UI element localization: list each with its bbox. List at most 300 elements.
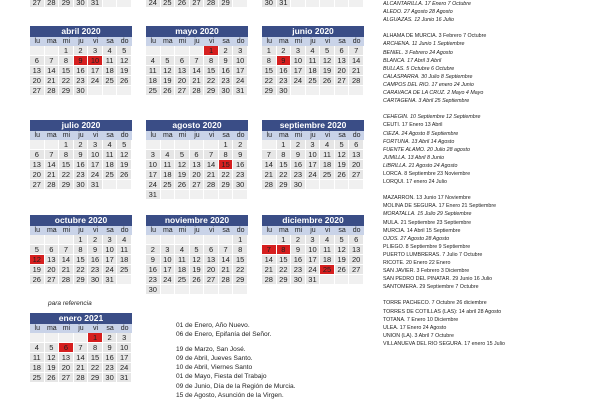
empty-cell xyxy=(146,140,161,150)
empty-cell xyxy=(204,235,219,245)
week-row xyxy=(30,0,132,8)
day-cell: 5 xyxy=(335,140,350,150)
empty-cell xyxy=(335,275,350,285)
weekday-label: mi xyxy=(291,37,306,46)
day-cell: 27 xyxy=(30,180,45,190)
day-cell: 6 xyxy=(349,140,364,150)
weekday-header xyxy=(262,226,364,235)
day-cell: 31 xyxy=(103,275,118,285)
weekday-label: vi xyxy=(320,37,335,46)
weekday-label: ma xyxy=(45,131,60,140)
week-row xyxy=(146,180,248,190)
day-cell: 15 xyxy=(277,255,292,265)
weekday-label: ma xyxy=(277,37,292,46)
week-row xyxy=(30,86,132,96)
month-calendar xyxy=(146,26,248,96)
month-title: mayo 2020 xyxy=(146,26,248,37)
week-row xyxy=(262,66,364,76)
day-cell: 11 xyxy=(30,353,45,363)
day-cell: 5 xyxy=(30,245,45,255)
day-cell: 6 xyxy=(190,150,205,160)
day-cell: 5 xyxy=(45,343,60,353)
weekday-label: sa xyxy=(103,226,118,235)
local-holiday-item: SAN PEDRO DEL PINATAR. 29 Junio 16 Julio xyxy=(383,276,493,283)
day-cell: 25 xyxy=(103,170,118,180)
day-cell: 20 xyxy=(30,170,45,180)
day-cell: 8 xyxy=(204,56,219,66)
day-cell: 30 xyxy=(291,275,306,285)
day-cell: 27 xyxy=(349,170,364,180)
day-cell: 18 xyxy=(175,265,190,275)
day-cell: 14 xyxy=(190,66,205,76)
day-cell: 6 xyxy=(175,56,190,66)
day-cell: 19 xyxy=(190,265,205,275)
day-cell: 16 xyxy=(233,160,248,170)
empty-cell xyxy=(306,86,321,96)
empty-cell xyxy=(30,235,45,245)
week-row xyxy=(146,66,248,76)
weekday-label: sa xyxy=(335,131,350,140)
day-cell: 24 xyxy=(291,76,306,86)
day-cell: 15 xyxy=(74,255,89,265)
day-cell: 9 xyxy=(291,150,306,160)
week-row xyxy=(262,46,364,56)
day-cell: 11 xyxy=(320,150,335,160)
day-cell: 19 xyxy=(117,160,132,170)
day-cell: 3 xyxy=(146,150,161,160)
day-cell: 21 xyxy=(74,363,89,373)
day-cell: 14 xyxy=(45,66,60,76)
day-cell: 13 xyxy=(204,255,219,265)
day-cell: 14 xyxy=(349,56,364,66)
month-calendar xyxy=(30,215,132,285)
day-cell: 18 xyxy=(161,170,176,180)
day-cell: 7 xyxy=(262,245,277,255)
week-row xyxy=(146,56,248,66)
local-holiday-item: ULEA. 17 Enero 24 Agosto xyxy=(383,324,447,331)
day-cell: 20 xyxy=(190,170,205,180)
week-row xyxy=(146,285,248,295)
local-holiday-item: CEHEGIN. 10 Septiembre 12 Septiembre xyxy=(383,114,481,121)
day-cell: 4 xyxy=(306,46,321,56)
empty-cell xyxy=(190,140,205,150)
day-cell: 8 xyxy=(59,56,74,66)
day-cell: 25 xyxy=(320,170,335,180)
month-calendar xyxy=(146,0,248,8)
day-cell: 21 xyxy=(349,66,364,76)
week-row xyxy=(30,150,132,160)
day-cell: 13 xyxy=(45,255,60,265)
month-title: junio 2020 xyxy=(262,26,364,37)
day-cell: 6 xyxy=(45,245,60,255)
empty-cell xyxy=(175,46,190,56)
day-cell: 18 xyxy=(320,255,335,265)
month-title: agosto 2020 xyxy=(146,120,248,131)
month-title: julio 2020 xyxy=(30,120,132,131)
day-cell: 27 xyxy=(45,275,60,285)
day-cell: 22 xyxy=(277,265,292,275)
day-cell: 27 xyxy=(335,76,350,86)
empty-cell xyxy=(175,235,190,245)
day-cell: 24 xyxy=(103,265,118,275)
day-cell: 30 xyxy=(74,86,89,96)
week-row xyxy=(30,140,132,150)
weekday-label: ma xyxy=(45,226,60,235)
empty-cell xyxy=(146,235,161,245)
weekday-label: mi xyxy=(59,324,74,333)
national-holiday-item: 09 de Junio, Día de la Región de Murcia. xyxy=(176,382,296,390)
day-cell: 12 xyxy=(117,150,132,160)
local-holiday-item: LIBRILLA. 21 Agosto 24 Agosto xyxy=(383,162,458,169)
day-cell: 3 xyxy=(103,235,118,245)
month-calendar xyxy=(30,120,132,190)
day-cell: 29 xyxy=(88,373,103,383)
local-holiday-item: VILLANUEVA DEL RIO SEGURA. 17 enero 15 Julio xyxy=(383,340,505,347)
weekday-label: vi xyxy=(320,131,335,140)
weekday-header xyxy=(146,226,248,235)
weekday-label: ma xyxy=(277,131,292,140)
empty-cell xyxy=(45,235,60,245)
week-row xyxy=(146,190,248,200)
weekday-label: ju xyxy=(190,226,205,235)
empty-cell xyxy=(291,86,306,96)
day-cell: 3 xyxy=(291,46,306,56)
day-cell: 9 xyxy=(146,255,161,265)
day-cell: 28 xyxy=(45,86,60,96)
month-calendar xyxy=(146,215,248,295)
empty-cell xyxy=(175,285,190,295)
day-cell: 4 xyxy=(320,140,335,150)
day-cell: 27 xyxy=(190,0,205,8)
day-cell: 19 xyxy=(320,66,335,76)
day-cell: 17 xyxy=(306,255,321,265)
week-row xyxy=(146,265,248,275)
day-cell: 16 xyxy=(277,66,292,76)
day-cell: 23 xyxy=(277,76,292,86)
day-cell: 5 xyxy=(161,56,176,66)
local-holiday-item: MULA. 21 Septiembre 23 Septiembre xyxy=(383,219,472,226)
day-cell: 2 xyxy=(219,46,234,56)
empty-cell xyxy=(161,285,176,295)
day-cell: 27 xyxy=(349,265,364,275)
spacer xyxy=(383,291,600,299)
day-cell: 21 xyxy=(45,76,60,86)
day-cell: 15 xyxy=(204,66,219,76)
day-cell: 19 xyxy=(45,363,60,373)
weekday-label: ju xyxy=(74,324,89,333)
day-cell: 28 xyxy=(45,180,60,190)
week-row xyxy=(30,373,132,383)
day-cell: 11 xyxy=(103,56,118,66)
empty-cell xyxy=(291,0,306,8)
day-cell: 8 xyxy=(88,343,103,353)
local-holiday-item: OJOS. 27 Agosto 28 Agosto xyxy=(383,235,450,242)
empty-cell xyxy=(335,180,350,190)
month-calendar xyxy=(262,120,364,190)
weekday-label: mi xyxy=(291,226,306,235)
local-holiday-item: MURCIA. 14 Abril 15 Septiembre xyxy=(383,227,461,234)
weekday-label: lu xyxy=(146,226,161,235)
day-cell: 26 xyxy=(161,86,176,96)
day-cell: 26 xyxy=(45,373,60,383)
day-cell: 8 xyxy=(262,56,277,66)
day-cell: 17 xyxy=(88,160,103,170)
day-cell: 30 xyxy=(233,180,248,190)
local-holiday-item: SANTOMERA. 29 Septiembre 7 Octubre xyxy=(383,284,479,291)
weekday-label: ma xyxy=(161,226,176,235)
national-holidays-list xyxy=(176,321,376,400)
local-holiday-item: BLANCA. 17 Abril 3 Abril xyxy=(383,57,442,64)
week-row xyxy=(146,170,248,180)
local-holiday-item: CARAVACA DE LA CRUZ. 2 Mayo 4 Mayo xyxy=(383,90,484,97)
weekday-label: ju xyxy=(74,226,89,235)
day-cell: 20 xyxy=(45,265,60,275)
week-row xyxy=(262,150,364,160)
day-cell: 12 xyxy=(161,66,176,76)
day-cell: 15 xyxy=(88,353,103,363)
day-cell: 14 xyxy=(45,160,60,170)
weekday-header xyxy=(30,324,132,333)
day-cell: 10 xyxy=(88,150,103,160)
day-cell: 18 xyxy=(320,160,335,170)
weekday-label: vi xyxy=(320,226,335,235)
weekday-label: do xyxy=(117,131,132,140)
day-cell: 28 xyxy=(262,275,277,285)
day-cell: 22 xyxy=(262,76,277,86)
local-holiday-item: CALASPARRA. 30 Julio 8 Septiembre xyxy=(383,73,473,80)
weekday-label: ma xyxy=(161,131,176,140)
month-calendar xyxy=(30,313,132,383)
day-cell: 16 xyxy=(146,265,161,275)
empty-cell xyxy=(117,275,132,285)
day-cell: 4 xyxy=(30,343,45,353)
local-holiday-item: ARCHENA. 11 Junio 1 Septiembre xyxy=(383,41,465,48)
week-row xyxy=(262,180,364,190)
day-cell: 27 xyxy=(30,0,45,8)
empty-cell xyxy=(190,190,205,200)
day-cell: 29 xyxy=(59,0,74,8)
local-holiday-item: JUMILLA. 13 Abril 8 Junio xyxy=(383,154,445,161)
empty-cell xyxy=(74,333,89,343)
day-cell: 6 xyxy=(349,235,364,245)
day-cell: 27 xyxy=(175,86,190,96)
day-cell: 22 xyxy=(88,363,103,373)
week-row xyxy=(30,76,132,86)
day-cell: 25 xyxy=(117,265,132,275)
national-holiday-item: 09 de Abril, Jueves Santo. xyxy=(176,354,253,362)
day-cell: 26 xyxy=(30,275,45,285)
day-cell: 1 xyxy=(59,46,74,56)
national-holiday-item: 06 de Enero, Epifanía del Señor. xyxy=(176,331,272,339)
weekday-header xyxy=(146,37,248,46)
day-cell: 26 xyxy=(117,170,132,180)
local-holiday-item: MAZARRON. 13 Junio 17 Noviembre xyxy=(383,195,471,202)
week-row xyxy=(262,170,364,180)
week-row xyxy=(146,160,248,170)
weekday-label: mi xyxy=(59,131,74,140)
local-holiday-item: BENIEL. 3 Febrero 24 Agosto xyxy=(383,49,453,56)
day-cell: 23 xyxy=(291,170,306,180)
empty-cell xyxy=(349,0,364,8)
day-cell: 6 xyxy=(59,343,74,353)
day-cell: 12 xyxy=(175,160,190,170)
empty-cell xyxy=(161,235,176,245)
local-holiday-item: MORATALLA. 15 Julio 29 Septiembre xyxy=(383,211,472,218)
weekday-label: lu xyxy=(146,37,161,46)
day-cell: 23 xyxy=(291,265,306,275)
week-row xyxy=(30,66,132,76)
day-cell: 31 xyxy=(146,190,161,200)
day-cell: 29 xyxy=(59,86,74,96)
day-cell: 17 xyxy=(146,170,161,180)
empty-cell xyxy=(349,86,364,96)
weekday-label: ju xyxy=(190,131,205,140)
day-cell: 9 xyxy=(103,343,118,353)
day-cell: 6 xyxy=(204,245,219,255)
day-cell: 2 xyxy=(146,245,161,255)
empty-cell xyxy=(233,190,248,200)
day-cell: 16 xyxy=(291,160,306,170)
day-cell: 7 xyxy=(74,343,89,353)
week-row xyxy=(30,265,132,275)
week-row xyxy=(146,150,248,160)
day-cell: 27 xyxy=(30,86,45,96)
day-cell: 13 xyxy=(30,160,45,170)
day-cell: 30 xyxy=(291,180,306,190)
day-cell: 24 xyxy=(161,275,176,285)
day-cell: 2 xyxy=(277,46,292,56)
empty-cell xyxy=(30,140,45,150)
day-cell: 18 xyxy=(306,66,321,76)
local-holiday-item: ALGUAZAS. 12 Junio 16 Julio xyxy=(383,17,454,24)
weekday-label: vi xyxy=(88,324,103,333)
day-cell: 19 xyxy=(117,66,132,76)
day-cell: 15 xyxy=(262,66,277,76)
day-cell: 23 xyxy=(219,76,234,86)
day-cell: 13 xyxy=(335,56,350,66)
empty-cell xyxy=(45,46,60,56)
local-holiday-item: CAMPOS DEL RIO. 17 enero 24 Junio xyxy=(383,81,474,88)
empty-cell xyxy=(262,140,277,150)
day-cell: 8 xyxy=(219,150,234,160)
weekday-label: mi xyxy=(175,131,190,140)
day-cell: 28 xyxy=(262,180,277,190)
weekday-label: ju xyxy=(190,37,205,46)
day-cell: 22 xyxy=(277,170,292,180)
empty-cell xyxy=(219,235,234,245)
local-holiday-item: MOLINA DE SEGURA. 17 Enero 21 Septiembre xyxy=(383,203,497,210)
empty-cell xyxy=(30,46,45,56)
day-cell: 14 xyxy=(74,353,89,363)
day-cell: 26 xyxy=(175,0,190,8)
empty-cell xyxy=(320,86,335,96)
day-cell: 26 xyxy=(335,265,350,275)
local-holiday-item: SAN JAVIER. 3 Febrero 3 Diciembre xyxy=(383,268,470,275)
day-cell: 24 xyxy=(88,76,103,86)
weekday-label: lu xyxy=(262,37,277,46)
day-cell: 29 xyxy=(219,180,234,190)
weekday-label: vi xyxy=(88,226,103,235)
day-cell: 12 xyxy=(45,353,60,363)
empty-cell xyxy=(219,285,234,295)
empty-cell xyxy=(320,180,335,190)
week-row xyxy=(262,86,364,96)
week-row xyxy=(146,76,248,86)
local-holidays-list xyxy=(383,0,600,348)
day-cell: 10 xyxy=(233,56,248,66)
day-cell: 13 xyxy=(190,160,205,170)
day-cell: 27 xyxy=(204,275,219,285)
week-row xyxy=(146,275,248,285)
day-cell: 23 xyxy=(103,363,118,373)
empty-cell xyxy=(45,140,60,150)
empty-cell xyxy=(30,333,45,343)
month-title: octubre 2020 xyxy=(30,215,132,226)
day-cell: 23 xyxy=(88,265,103,275)
empty-cell xyxy=(117,180,132,190)
day-cell: 22 xyxy=(233,265,248,275)
day-cell: 20 xyxy=(204,265,219,275)
day-cell: 17 xyxy=(161,265,176,275)
empty-cell xyxy=(306,0,321,8)
weekday-label: sa xyxy=(103,37,118,46)
local-holiday-item: LORQUI. 17 enero 24 Julio xyxy=(383,179,447,186)
day-cell: 3 xyxy=(306,140,321,150)
day-cell: 11 xyxy=(306,56,321,66)
day-cell: 4 xyxy=(103,140,118,150)
day-cell: 17 xyxy=(306,160,321,170)
national-holiday-item: 01 de Enero, Año Nuevo. xyxy=(176,322,250,329)
day-cell: 18 xyxy=(146,76,161,86)
day-cell: 10 xyxy=(146,160,161,170)
empty-cell xyxy=(262,235,277,245)
day-cell: 2 xyxy=(74,140,89,150)
day-cell: 1 xyxy=(277,140,292,150)
day-cell: 28 xyxy=(59,275,74,285)
local-holiday-item: ALHAMA DE MURCIA. 3 Febrero 7 Octubre xyxy=(383,33,487,40)
day-cell: 3 xyxy=(233,46,248,56)
day-cell: 1 xyxy=(219,140,234,150)
day-cell: 1 xyxy=(204,46,219,56)
day-cell: 6 xyxy=(30,56,45,66)
week-row xyxy=(146,0,248,8)
empty-cell xyxy=(204,140,219,150)
day-cell: 3 xyxy=(88,140,103,150)
empty-cell xyxy=(175,140,190,150)
day-cell: 15 xyxy=(277,160,292,170)
weekday-label: lu xyxy=(30,226,45,235)
week-row xyxy=(262,140,364,150)
day-cell: 25 xyxy=(161,180,176,190)
weekday-label: do xyxy=(233,226,248,235)
local-holiday-item: FUENTE ALAMO. 20 Julio 28 agosto xyxy=(383,146,470,153)
week-row xyxy=(30,363,132,373)
weekday-label: lu xyxy=(30,37,45,46)
day-cell: 29 xyxy=(74,275,89,285)
day-cell: 20 xyxy=(349,160,364,170)
day-cell: 7 xyxy=(45,56,60,66)
reference-label: para referencia xyxy=(48,300,92,307)
weekday-label: ju xyxy=(74,131,89,140)
weekday-header xyxy=(146,131,248,140)
weekday-label: do xyxy=(233,37,248,46)
day-cell: 14 xyxy=(262,160,277,170)
day-cell: 5 xyxy=(335,235,350,245)
day-cell: 4 xyxy=(320,235,335,245)
day-cell: 8 xyxy=(277,245,292,255)
day-cell: 28 xyxy=(74,373,89,383)
day-cell: 29 xyxy=(277,180,292,190)
